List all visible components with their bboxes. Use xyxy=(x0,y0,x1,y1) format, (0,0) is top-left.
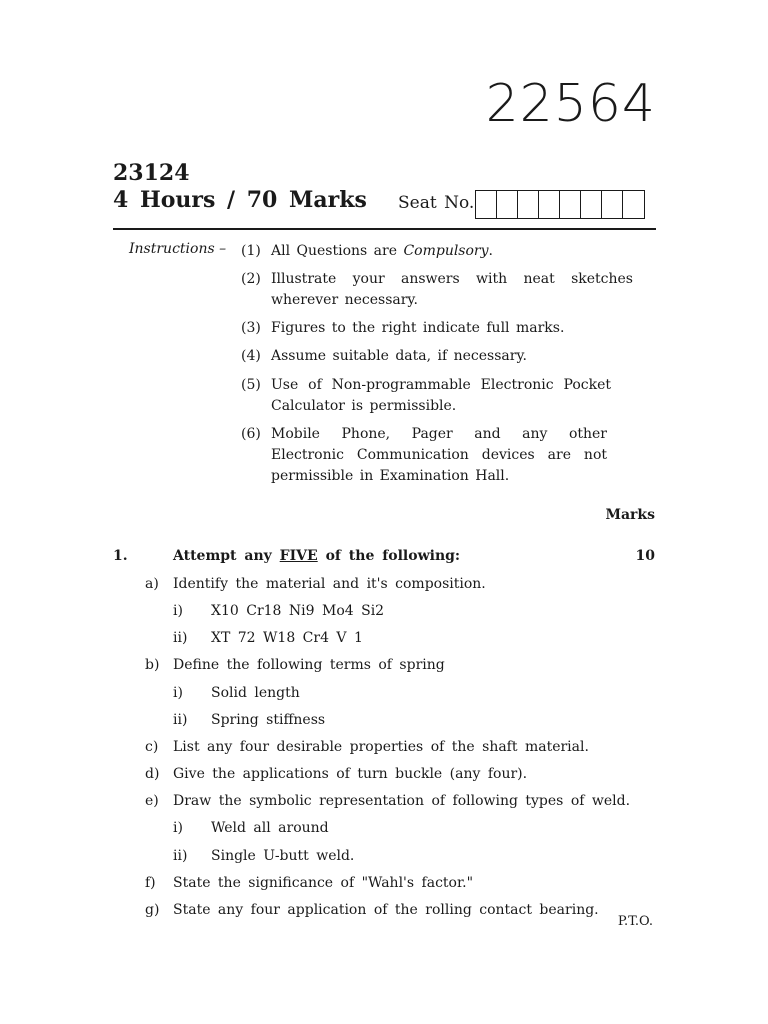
duration-marks: 4 Hours / 70 Marks xyxy=(113,187,367,213)
part-label: i) xyxy=(173,603,183,619)
part-text: Solid length xyxy=(211,685,300,701)
instruction-text: Use of Non-programmable Electronic Pocket Calculator is permissible. xyxy=(271,377,611,414)
part-text: Weld all around xyxy=(211,820,329,836)
part-text: State any four application of the rolling contact bearing. xyxy=(173,902,599,918)
instruction-number: (2) xyxy=(241,271,261,287)
instruction-number: (1) xyxy=(241,243,261,259)
part-text: Spring stiffness xyxy=(211,712,326,728)
seat-box[interactable] xyxy=(539,191,560,218)
instruction-item xyxy=(241,318,633,339)
question-number: 1. xyxy=(113,548,128,564)
question-title: Attempt any FIVE of the following: xyxy=(173,548,461,564)
part-text: Draw the symbolic representation of following types of weld. xyxy=(173,793,631,809)
instruction-item xyxy=(241,269,633,311)
part-text: Identify the material and it's composition. xyxy=(173,576,486,592)
part-text: State the significance of "Wahl's factor." xyxy=(173,875,474,891)
seat-number-label: Seat No. xyxy=(398,193,475,213)
instruction-text: Figures to the right indicate full marks. xyxy=(271,320,565,336)
part-label: e) xyxy=(145,793,159,809)
instruction-number: (4) xyxy=(241,348,261,364)
part-label: i) xyxy=(173,820,183,836)
subject-code: 23124 xyxy=(113,160,190,186)
part-text: List any four desirable properties of the shaft material. xyxy=(173,739,589,755)
paper-code: 22564 xyxy=(485,74,656,134)
seat-box[interactable] xyxy=(560,191,581,218)
part-text: Define the following terms of spring xyxy=(173,657,445,673)
part-text: Single U-butt weld. xyxy=(211,848,355,864)
part-label: c) xyxy=(145,739,159,755)
header-divider xyxy=(113,228,656,230)
part-label: ii) xyxy=(173,848,188,864)
part-label: ii) xyxy=(173,630,188,646)
question-title-emphasis: FIVE xyxy=(279,548,318,564)
instruction-number: (5) xyxy=(241,377,261,393)
question-marks: 10 xyxy=(635,548,655,564)
part-label: g) xyxy=(145,902,160,918)
part-label: b) xyxy=(145,657,160,673)
part-text: Give the applications of turn buckle (any four). xyxy=(173,766,528,782)
instruction-number: (6) xyxy=(241,426,261,442)
instruction-number: (3) xyxy=(241,320,261,336)
seat-box[interactable] xyxy=(497,191,518,218)
instruction-text: All Questions are Compulsory. xyxy=(271,243,493,259)
instruction-item xyxy=(241,346,633,367)
part-text: XT 72 W18 Cr4 V 1 xyxy=(211,630,363,646)
instruction-text: Mobile Phone, Pager and any other Electronic Communication devices are not permissible in Examination Hall. xyxy=(271,426,607,484)
instruction-emphasis: Compulsory xyxy=(403,243,489,259)
part-text: X10 Cr18 Ni9 Mo4 Si2 xyxy=(211,603,385,619)
seat-box[interactable] xyxy=(602,191,623,218)
instructions-label: Instructions – xyxy=(129,241,227,257)
instruction-item xyxy=(241,241,633,262)
instruction-item xyxy=(241,375,611,417)
seat-number-boxes[interactable] xyxy=(475,190,645,219)
seat-box[interactable] xyxy=(518,191,539,218)
instruction-item xyxy=(241,424,607,487)
part-label: ii) xyxy=(173,712,188,728)
seat-box[interactable] xyxy=(581,191,602,218)
seat-box[interactable] xyxy=(476,191,497,218)
page-turn-note: P.T.O. xyxy=(617,914,653,929)
part-label: a) xyxy=(145,576,159,592)
marks-column-heading: Marks xyxy=(605,507,655,523)
instruction-text: Assume suitable data, if necessary. xyxy=(271,348,527,364)
seat-box[interactable] xyxy=(623,191,644,218)
instruction-text: Illustrate your answers with neat sketches wherever necessary. xyxy=(271,271,633,308)
part-label: i) xyxy=(173,685,183,701)
part-label: d) xyxy=(145,766,160,782)
part-label: f) xyxy=(145,875,156,891)
